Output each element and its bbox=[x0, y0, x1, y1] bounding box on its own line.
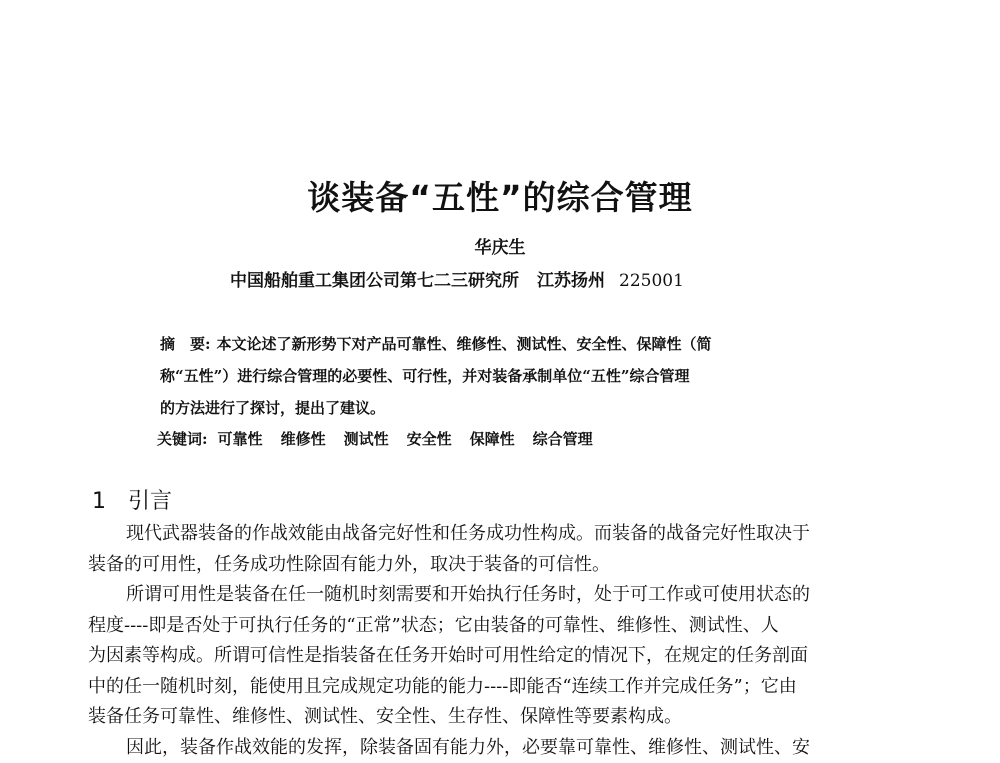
body-line: 装备的可用性，任务成功性除固有能力外，取决于装备的可信性。 bbox=[88, 550, 908, 581]
paper-title: 谈装备“五性”的综合管理 bbox=[0, 172, 1000, 219]
keywords-label: 关键词: bbox=[157, 430, 208, 448]
body-line: 现代武器装备的作战效能由战备完好性和任务成功性构成。而装备的战备完好性取决于 bbox=[88, 519, 908, 550]
body-line: 装备任务可靠性、维修性、测试性、安全性、生存性、保障性等要素构成。 bbox=[88, 702, 908, 733]
body-line: 程度----即是否处于可执行任务的“正常”状态；它由装备的可靠性、维修性、测试性、人 bbox=[88, 611, 908, 642]
body-line: 中的任一随机时刻，能使用且完成规定功能的能力----即能否“连续工作并完成任务”；它由 bbox=[88, 672, 908, 703]
abstract-line: 称“五性”）进行综合管理的必要性、可行性，并对装备承制单位“五性”综合管理 bbox=[160, 360, 810, 392]
keyword: 测试性 bbox=[344, 430, 389, 448]
body-text bbox=[88, 519, 908, 763]
body-line: 为因素等构成。所谓可信性是指装备在任务开始时可用性给定的情况下，在规定的任务剖面 bbox=[88, 641, 908, 672]
affiliation-location: 江苏扬州 bbox=[537, 271, 605, 291]
affiliation-org: 中国船舶重工集团公司第七二三研究所 bbox=[230, 271, 519, 291]
section-title: 引言 bbox=[128, 489, 172, 514]
author-name: 华庆生 bbox=[0, 233, 1000, 258]
author-affiliation bbox=[230, 266, 684, 291]
keywords-block bbox=[157, 428, 611, 449]
section-number: 1 bbox=[92, 489, 106, 514]
abstract-line: 的方法进行了探讨，提出了建议。 bbox=[160, 392, 810, 424]
affiliation-postcode: 225001 bbox=[619, 271, 684, 291]
body-line: 因此，装备作战效能的发挥，除装备固有能力外，必要靠可靠性、维修性、测试性、安 bbox=[88, 733, 908, 763]
keyword: 维修性 bbox=[281, 430, 326, 448]
abstract-label: 摘 要: bbox=[160, 335, 211, 353]
body-line: 所谓可用性是装备在任一随机时刻需要和开始执行任务时，处于可工作或可使用状态的 bbox=[88, 580, 908, 611]
abstract-block bbox=[160, 328, 810, 424]
section-heading bbox=[92, 484, 172, 515]
abstract-text: 本文论述了新形势下对产品可靠性、维修性、测试性、安全性、保障性（简 bbox=[217, 335, 712, 353]
abstract-line bbox=[160, 328, 810, 360]
keyword: 安全性 bbox=[407, 430, 452, 448]
keyword: 保障性 bbox=[470, 430, 515, 448]
keyword: 综合管理 bbox=[533, 430, 593, 448]
keyword: 可靠性 bbox=[218, 430, 263, 448]
